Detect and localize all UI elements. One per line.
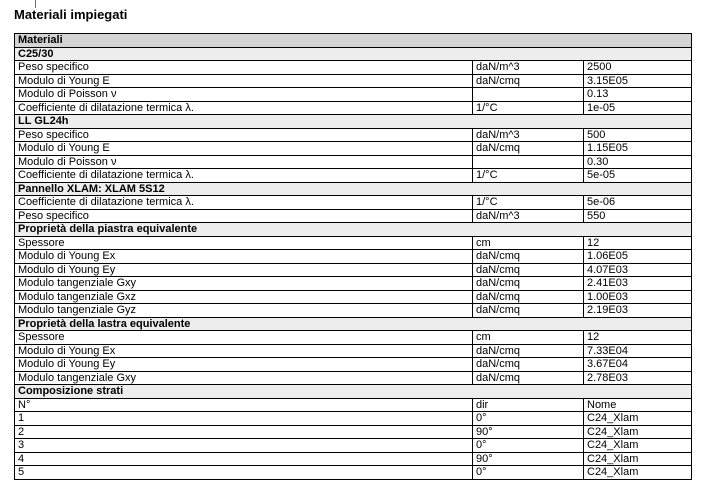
table-row: [15, 290, 692, 304]
value-cell: 5e-06: [584, 196, 692, 210]
unit-cell: daN/cmq: [473, 142, 584, 156]
unit-cell: [473, 155, 584, 169]
property-cell: Modulo di Young Ey: [15, 263, 473, 277]
unit-cell: daN/cmq: [473, 74, 584, 88]
unit-cell: cm: [473, 236, 584, 250]
unit-cell: 0°: [473, 439, 584, 453]
value-cell: 1e-05: [584, 101, 692, 115]
property-cell: Modulo tangenziale Gxy: [15, 371, 473, 385]
value-cell: 0.13: [584, 88, 692, 102]
value-cell: 4.07E03: [584, 263, 692, 277]
section-header-row: [15, 317, 692, 331]
table-header-cell: Materiali: [15, 34, 692, 48]
section-title-cell: Proprietà della piastra equivalente: [15, 223, 692, 237]
property-cell: Modulo tangenziale Gxz: [15, 290, 473, 304]
section-header-row: [15, 47, 692, 61]
unit-cell: daN/cmq: [473, 250, 584, 264]
unit-cell: cm: [473, 331, 584, 345]
table-row: [15, 452, 692, 466]
property-cell: Coefficiente di dilatazione termica λ.: [15, 196, 473, 210]
section-title-cell: Composizione strati: [15, 385, 692, 399]
value-cell: C24_Xlam: [584, 452, 692, 466]
value-cell: 1.00E03: [584, 290, 692, 304]
page-title: Materiali impiegati: [14, 7, 128, 22]
table-row: [15, 439, 692, 453]
table-row: [15, 371, 692, 385]
table-row: [15, 425, 692, 439]
value-cell: C24_Xlam: [584, 439, 692, 453]
table-row: [15, 209, 692, 223]
section-title-cell: LL GL24h: [15, 115, 692, 129]
table-row: [15, 88, 692, 102]
property-cell: Coefficiente di dilatazione termica λ.: [15, 169, 473, 183]
value-cell: 12: [584, 331, 692, 345]
table-row: [15, 155, 692, 169]
section-header-row: [15, 223, 692, 237]
unit-cell: [473, 88, 584, 102]
unit-cell: daN/cmq: [473, 344, 584, 358]
value-cell: 550: [584, 209, 692, 223]
value-cell: 3.15E05: [584, 74, 692, 88]
property-cell: Modulo tangenziale Gxy: [15, 277, 473, 291]
property-cell: Peso specifico: [15, 61, 473, 75]
value-cell: C24_Xlam: [584, 412, 692, 426]
unit-cell: 1/°C: [473, 101, 584, 115]
value-cell: C24_Xlam: [584, 466, 692, 480]
section-header-row: [15, 182, 692, 196]
property-cell: Modulo di Young Ex: [15, 344, 473, 358]
table-header-row: [15, 34, 692, 48]
section-header-row: [15, 115, 692, 129]
value-cell: 1.15E05: [584, 142, 692, 156]
section-header-row: [15, 385, 692, 399]
property-cell: Modulo di Young E: [15, 74, 473, 88]
unit-cell: 1/°C: [473, 169, 584, 183]
unit-cell: 0°: [473, 466, 584, 480]
property-cell: Modulo di Young E: [15, 142, 473, 156]
unit-cell: daN/cmq: [473, 290, 584, 304]
property-cell: Modulo di Young Ey: [15, 358, 473, 372]
column-header-direction: dir: [473, 398, 584, 412]
value-cell: 5e-05: [584, 169, 692, 183]
unit-cell: daN/cmq: [473, 304, 584, 318]
unit-cell: 0°: [473, 412, 584, 426]
property-cell: 5: [15, 466, 473, 480]
property-cell: Modulo di Young Ex: [15, 250, 473, 264]
value-cell: 12: [584, 236, 692, 250]
value-cell: 2.19E03: [584, 304, 692, 318]
section-title-cell: Proprietà della lastra equivalente: [15, 317, 692, 331]
property-cell: 4: [15, 452, 473, 466]
table-row: [15, 277, 692, 291]
table-row: [15, 358, 692, 372]
value-cell: 500: [584, 128, 692, 142]
property-cell: 2: [15, 425, 473, 439]
unit-cell: daN/m^3: [473, 61, 584, 75]
section-title-cell: Pannello XLAM: XLAM 5S12: [15, 182, 692, 196]
table-row: [15, 236, 692, 250]
property-cell: Modulo di Poisson ν: [15, 155, 473, 169]
section-title-cell: C25/30: [15, 47, 692, 61]
property-cell: Spessore: [15, 236, 473, 250]
property-cell: Modulo di Poisson ν: [15, 88, 473, 102]
value-cell: 2500: [584, 61, 692, 75]
column-header-row: [15, 398, 692, 412]
materials-table-body: [15, 34, 692, 480]
value-cell: 2.78E03: [584, 371, 692, 385]
unit-cell: daN/cmq: [473, 371, 584, 385]
table-row: [15, 304, 692, 318]
property-cell: Spessore: [15, 331, 473, 345]
table-row: [15, 331, 692, 345]
table-row: [15, 142, 692, 156]
property-cell: Coefficiente di dilatazione termica λ.: [15, 101, 473, 115]
table-row: [15, 250, 692, 264]
materials-table: [14, 33, 692, 480]
table-row: [15, 412, 692, 426]
column-header-number: N°: [15, 398, 473, 412]
table-row: [15, 101, 692, 115]
unit-cell: 1/°C: [473, 196, 584, 210]
table-row: [15, 61, 692, 75]
unit-cell: daN/cmq: [473, 358, 584, 372]
property-cell: Peso specifico: [15, 209, 473, 223]
value-cell: 2.41E03: [584, 277, 692, 291]
value-cell: 1.06E05: [584, 250, 692, 264]
table-row: [15, 263, 692, 277]
value-cell: 7.33E04: [584, 344, 692, 358]
unit-cell: 90°: [473, 425, 584, 439]
property-cell: Modulo tangenziale Gyz: [15, 304, 473, 318]
property-cell: 3: [15, 439, 473, 453]
column-header-name: Nome: [584, 398, 692, 412]
table-row: [15, 169, 692, 183]
value-cell: 3.67E04: [584, 358, 692, 372]
unit-cell: daN/cmq: [473, 263, 584, 277]
unit-cell: daN/cmq: [473, 277, 584, 291]
table-row: [15, 196, 692, 210]
property-cell: 1: [15, 412, 473, 426]
table-row: [15, 466, 692, 480]
table-row: [15, 128, 692, 142]
value-cell: C24_Xlam: [584, 425, 692, 439]
value-cell: 0.30: [584, 155, 692, 169]
table-row: [15, 344, 692, 358]
table-row: [15, 74, 692, 88]
unit-cell: 90°: [473, 452, 584, 466]
property-cell: Peso specifico: [15, 128, 473, 142]
unit-cell: daN/m^3: [473, 128, 584, 142]
unit-cell: daN/m^3: [473, 209, 584, 223]
